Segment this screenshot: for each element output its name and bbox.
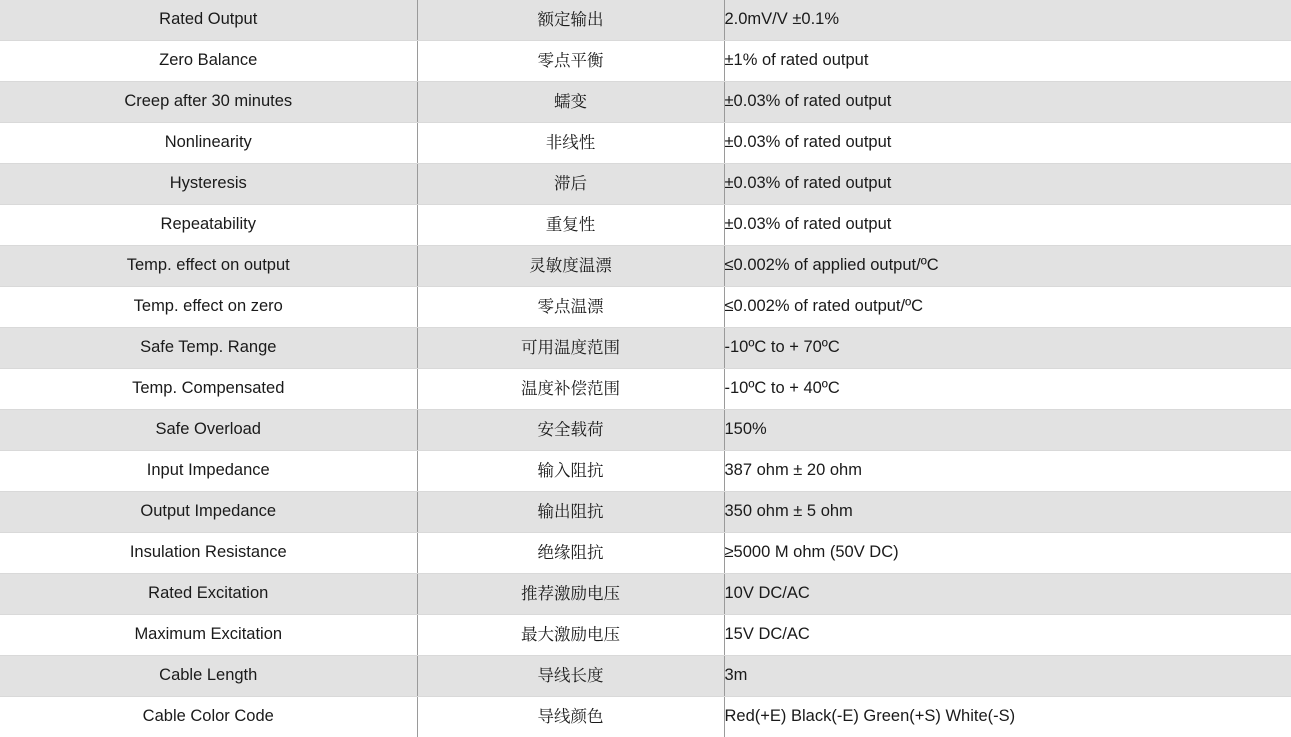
- parameter-name-en: Cable Color Code: [0, 697, 417, 737]
- parameter-value: 15V DC/AC: [724, 615, 1291, 656]
- table-row: [0, 328, 1291, 369]
- parameter-name-en: Rated Excitation: [0, 574, 417, 615]
- table-row: [0, 410, 1291, 451]
- parameter-name-cn: 可用温度范围: [417, 328, 724, 369]
- table-row: [0, 205, 1291, 246]
- parameter-name-en: Temp. effect on zero: [0, 287, 417, 328]
- parameter-name-cn: 重复性: [417, 205, 724, 246]
- table-row: [0, 82, 1291, 123]
- parameter-name-cn: 蠕变: [417, 82, 724, 123]
- parameter-name-cn: 零点温漂: [417, 287, 724, 328]
- parameter-name-en: Temp. effect on output: [0, 246, 417, 287]
- parameter-name-en: Maximum Excitation: [0, 615, 417, 656]
- parameter-value: ±0.03% of rated output: [724, 82, 1291, 123]
- parameter-name-cn: 绝缘阻抗: [417, 533, 724, 574]
- parameter-name-cn: 零点平衡: [417, 41, 724, 82]
- parameter-name-en: Nonlinearity: [0, 123, 417, 164]
- parameter-name-en: Hysteresis: [0, 164, 417, 205]
- table-row: [0, 123, 1291, 164]
- parameter-value: 387 ohm ± 20 ohm: [724, 451, 1291, 492]
- parameter-name-en: Zero Balance: [0, 41, 417, 82]
- parameter-name-cn: 灵敏度温漂: [417, 246, 724, 287]
- parameter-value: Red(+E) Black(-E) Green(+S) White(-S): [724, 697, 1291, 737]
- parameter-name-en: Safe Temp. Range: [0, 328, 417, 369]
- table-row: [0, 615, 1291, 656]
- parameter-value: ≤0.002% of applied output/ºC: [724, 246, 1291, 287]
- table-row: [0, 246, 1291, 287]
- parameter-name-en: Output Impedance: [0, 492, 417, 533]
- table-row: [0, 451, 1291, 492]
- parameter-value: ≥5000 M ohm (50V DC): [724, 533, 1291, 574]
- table-row: [0, 533, 1291, 574]
- parameter-value: ±0.03% of rated output: [724, 205, 1291, 246]
- parameter-value: -10ºC to + 40ºC: [724, 369, 1291, 410]
- parameter-name-en: Cable Length: [0, 656, 417, 697]
- parameter-value: ±0.03% of rated output: [724, 123, 1291, 164]
- parameter-name-cn: 滞后: [417, 164, 724, 205]
- parameter-name-en: Safe Overload: [0, 410, 417, 451]
- parameter-name-cn: 推荐激励电压: [417, 574, 724, 615]
- parameter-name-cn: 温度补偿范围: [417, 369, 724, 410]
- table-row: [0, 369, 1291, 410]
- parameter-name-cn: 额定输出: [417, 0, 724, 41]
- table-row: [0, 0, 1291, 41]
- parameter-value: 350 ohm ± 5 ohm: [724, 492, 1291, 533]
- parameter-name-en: Input Impedance: [0, 451, 417, 492]
- parameter-name-cn: 输入阻抗: [417, 451, 724, 492]
- parameter-name-en: Insulation Resistance: [0, 533, 417, 574]
- table-row: [0, 287, 1291, 328]
- parameter-name-en: Creep after 30 minutes: [0, 82, 417, 123]
- parameter-name-cn: 输出阻抗: [417, 492, 724, 533]
- parameter-name-en: Temp. Compensated: [0, 369, 417, 410]
- parameter-name-cn: 非线性: [417, 123, 724, 164]
- table-row: [0, 656, 1291, 697]
- parameter-name-cn: 导线颜色: [417, 697, 724, 737]
- parameter-name-cn: 导线长度: [417, 656, 724, 697]
- parameter-name-cn: 最大激励电压: [417, 615, 724, 656]
- parameter-name-cn: 安全载荷: [417, 410, 724, 451]
- table-row: [0, 164, 1291, 205]
- parameter-name-en: Rated Output: [0, 0, 417, 41]
- parameter-value: -10ºC to + 70ºC: [724, 328, 1291, 369]
- parameter-value: ±1% of rated output: [724, 41, 1291, 82]
- parameter-name-en: Repeatability: [0, 205, 417, 246]
- parameter-value: 3m: [724, 656, 1291, 697]
- parameter-value: 2.0mV/V ±0.1%: [724, 0, 1291, 41]
- parameter-value: ≤0.002% of rated output/ºC: [724, 287, 1291, 328]
- table-row: [0, 697, 1291, 737]
- table-row: [0, 41, 1291, 82]
- parameter-value: 150%: [724, 410, 1291, 451]
- parameter-value: 10V DC/AC: [724, 574, 1291, 615]
- table-row: [0, 492, 1291, 533]
- parameter-value: ±0.03% of rated output: [724, 164, 1291, 205]
- table-row: [0, 574, 1291, 615]
